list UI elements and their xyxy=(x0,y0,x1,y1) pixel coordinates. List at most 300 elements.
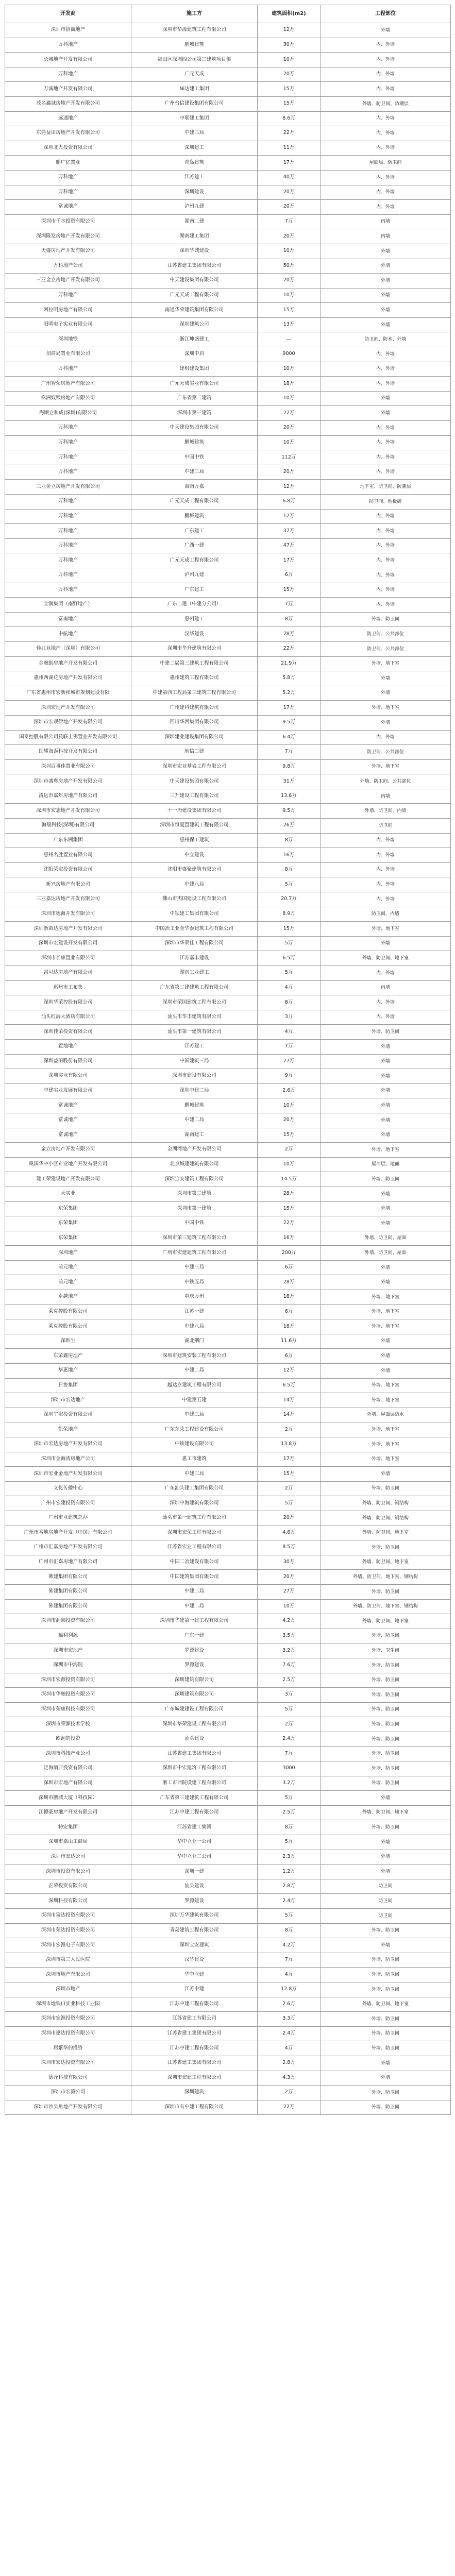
cell-contractor: 中建二局 xyxy=(131,1584,258,1599)
cell-area: 3万 xyxy=(258,1010,321,1025)
cell-contractor: 深圳市华荣佳工程有限公司 xyxy=(131,936,258,951)
cell-contractor: 广元天成 xyxy=(131,67,258,82)
cell-contractor: 广西一建 xyxy=(131,538,258,553)
table-row xyxy=(5,377,451,392)
cell-area: 28万 xyxy=(258,1275,321,1290)
cell-area: 4.6万 xyxy=(258,1526,321,1540)
cell-developer: 深圳市宏业金地产开发有限公司 xyxy=(5,1467,131,1482)
header-scope: 工程部位 xyxy=(321,5,451,23)
cell-scope: 外墙、防卫间 xyxy=(321,1702,451,1717)
cell-scope: 内、外墙 xyxy=(321,435,451,450)
cell-area: 31万 xyxy=(258,774,321,789)
table-row xyxy=(5,214,451,229)
cell-contractor: 深圳市第一建筑 xyxy=(131,1201,258,1216)
cell-developer: 江德豪房地产开发有限公司 xyxy=(5,1805,131,1820)
cell-scope: 防卫间、地板砖 xyxy=(321,495,451,510)
cell-developer: 阿拉明房地产有限公司 xyxy=(5,303,131,318)
cell-contractor: 四川华西集团有限公司 xyxy=(131,715,258,730)
cell-scope: 外墙 xyxy=(321,1039,451,1054)
cell-developer: 深圳隆发房地产开发有限公司 xyxy=(5,229,131,244)
cell-area: 15万 xyxy=(258,922,321,937)
cell-area: 4万 xyxy=(258,1968,321,1982)
cell-developer: 万科地产 xyxy=(5,362,131,377)
cell-contractor: 越达立建筑工程有限公司 xyxy=(131,1378,258,1393)
table-row xyxy=(5,1010,451,1025)
cell-area: 11.6万 xyxy=(258,1334,321,1349)
cell-contractor: 江苏中建工程有限公司 xyxy=(131,1805,258,1820)
cell-developer: 深圳地产 xyxy=(5,1246,131,1261)
cell-area: 8万 xyxy=(258,1820,321,1835)
table-row xyxy=(5,1364,451,1379)
cell-area: 8万 xyxy=(258,995,321,1010)
cell-developer: 金立房地产开发有限公司 xyxy=(5,1143,131,1158)
cell-area: 10万 xyxy=(258,435,321,450)
cell-contractor: 青岛建筑 xyxy=(131,156,258,171)
cell-developer: 深圳百事佳置业有限公司 xyxy=(5,759,131,774)
table-row xyxy=(5,1069,451,1084)
cell-scope: 外墙、防卫间 xyxy=(321,1776,451,1791)
cell-area: 5.8万 xyxy=(258,671,321,686)
cell-contractor: 中天建设集团有限公司 xyxy=(131,774,258,789)
cell-developer: 东荣鑫房地产 xyxy=(5,1349,131,1364)
cell-area: 20.7万 xyxy=(258,892,321,907)
cell-area: 20万 xyxy=(258,1570,321,1585)
cell-scope: 外墙、防卫间 xyxy=(321,2086,451,2100)
cell-area: 5万 xyxy=(258,966,321,981)
cell-contractor: 汕头市第一建筑工程有限公司 xyxy=(131,1511,258,1526)
cell-contractor: 鹏城建筑 xyxy=(131,38,258,53)
table-row xyxy=(5,1039,451,1054)
cell-scope: 外墙、地下室 xyxy=(321,1290,451,1305)
cell-area: 12万 xyxy=(258,480,321,495)
cell-contractor: 浙江坤盛建工 xyxy=(131,332,258,347)
table-row xyxy=(5,833,451,848)
cell-area: 2万 xyxy=(258,1422,321,1437)
cell-developer: 惠州西湖花房地产开发有限公司 xyxy=(5,671,131,686)
cell-area: 20万 xyxy=(258,67,321,82)
table-row xyxy=(5,1422,451,1437)
table-row xyxy=(5,2100,451,2115)
cell-contractor: 中建三局 xyxy=(131,1467,258,1482)
cell-area: 20万 xyxy=(258,200,321,215)
table-row xyxy=(5,1555,451,1570)
cell-developer: 深圳科技有限公司 xyxy=(5,1894,131,1909)
table-row xyxy=(5,701,451,716)
cell-scope: 外墙 xyxy=(321,303,451,318)
cell-developer: 深圳市金海湾房地产公司 xyxy=(5,1452,131,1467)
table-row xyxy=(5,1378,451,1393)
cell-contractor: 鹏城建筑 xyxy=(131,509,258,524)
cell-contractor: 泸州九建 xyxy=(131,568,258,583)
table-row xyxy=(5,1820,451,1835)
cell-area: 14万 xyxy=(258,1393,321,1408)
cell-contractor: 广州建科建筑有限公司 xyxy=(131,701,258,716)
cell-area: 112万 xyxy=(258,450,321,465)
cell-scope: 外墙、防卫间 xyxy=(321,1481,451,1496)
cell-scope: 外墙、地下室 xyxy=(321,701,451,716)
cell-scope: 内、外墙 xyxy=(321,465,451,480)
table-row xyxy=(5,1098,451,1113)
cell-area: 15万 xyxy=(258,583,321,598)
cell-scope: 内、外墙 xyxy=(321,347,451,362)
cell-contractor: 江苏嘉丰建设 xyxy=(131,951,258,966)
cell-scope: 外墙、防卫间 xyxy=(321,1820,451,1835)
cell-scope: 内、外墙 xyxy=(321,848,451,863)
cell-contractor: 广东二建（中建分公司） xyxy=(131,598,258,613)
table-row xyxy=(5,303,451,318)
cell-developer: 万科地产 xyxy=(5,288,131,303)
cell-contractor: 中建八局 xyxy=(131,877,258,892)
cell-area: 12万 xyxy=(258,1364,321,1379)
table-row xyxy=(5,288,451,303)
cell-developer: 文化传播中心 xyxy=(5,1481,131,1496)
cell-developer: 置地地产 xyxy=(5,1039,131,1054)
cell-area: 5万 xyxy=(258,1496,321,1511)
cell-developer: 深圳北大投资有限公司 xyxy=(5,141,131,156)
cell-scope: 内墙 xyxy=(321,214,451,229)
cell-scope: 防卫间 xyxy=(321,1894,451,1909)
cell-scope: 外墙、防卫间 xyxy=(321,1540,451,1555)
table-row xyxy=(5,759,451,774)
table-row xyxy=(5,1953,451,1968)
cell-contractor: Ni达建工集团 xyxy=(131,82,258,97)
cell-scope: 内、外墙 xyxy=(321,82,451,97)
cell-developer: 佛建集团有限公司 xyxy=(5,1599,131,1614)
table-row xyxy=(5,656,451,671)
cell-area: 20万 xyxy=(258,421,321,436)
cell-contractor: 深圳市宏建工程有限公司 xyxy=(131,2071,258,2086)
cell-scope: 外墙、地下室 xyxy=(321,1378,451,1393)
cell-scope: 外墙、防卫间、钢结构 xyxy=(321,1511,451,1526)
cell-contractor: 佛山市杰国建设工程有限公司 xyxy=(131,892,258,907)
cell-contractor: 海南万嘉 xyxy=(131,480,258,495)
cell-area: 6万 xyxy=(258,1304,321,1319)
cell-area: 10万 xyxy=(258,244,321,259)
cell-scope: 外墙 xyxy=(321,1187,451,1201)
cell-developer: 远通地产 xyxy=(5,111,131,126)
cell-developer: 深圳市长康置业有限公司 xyxy=(5,951,131,966)
cell-scope: 内、外墙 xyxy=(321,509,451,524)
table-row xyxy=(5,612,451,627)
cell-scope: 内墙 xyxy=(321,980,451,995)
cell-contractor: 汕头市华丰建筑有限公司 xyxy=(131,1010,258,1025)
cell-area: 20万 xyxy=(258,274,321,289)
cell-contractor: 华中立业一公司 xyxy=(131,1835,258,1850)
cell-scope: 外墙、防卫间 xyxy=(321,1982,451,1997)
cell-contractor: 江苏省建工集团有限公司 xyxy=(131,2026,258,2041)
cell-developer: 立润集团（南野地产） xyxy=(5,598,131,613)
cell-developer: 万诚地产开发有限公司 xyxy=(5,82,131,97)
cell-area: 10万 xyxy=(258,391,321,406)
cell-contractor: 深圳宝安建筑工程有限公司 xyxy=(131,1172,258,1187)
cell-scope: 内、外墙 xyxy=(321,185,451,200)
cell-contractor: 江苏中建工程有限公司 xyxy=(131,2041,258,2056)
table-row xyxy=(5,96,451,111)
cell-contractor: 深圳市华建第一建工程有限公司 xyxy=(131,1614,258,1629)
cell-scope: 外墙 xyxy=(321,391,451,406)
table-row xyxy=(5,641,451,656)
cell-contractor: 深圳宝安建筑 xyxy=(131,1938,258,1953)
cell-developer: 深圳生 xyxy=(5,1334,131,1349)
table-row xyxy=(5,1702,451,1717)
table-row xyxy=(5,1688,451,1703)
table-row xyxy=(5,553,451,568)
cell-developer: 深圳市地产有限公司 xyxy=(5,1968,131,1982)
cell-developer: 广州市番地房地产开发（中国）有限公司 xyxy=(5,1526,131,1540)
cell-contractor: 汕头建设 xyxy=(131,1879,258,1894)
cell-area: 26万 xyxy=(258,819,321,834)
table-row xyxy=(5,1393,451,1408)
cell-area: 7万 xyxy=(258,745,321,760)
cell-scope: 内、外墙 xyxy=(321,730,451,745)
cell-contractor: 广元天成工程有限公司 xyxy=(131,553,258,568)
table-row xyxy=(5,1938,451,1953)
cell-contractor: 江苏中建工程有限公司 xyxy=(131,1997,258,2012)
cell-contractor: 广东省第二建筑 xyxy=(131,391,258,406)
table-row xyxy=(5,1629,451,1643)
cell-area: 15万 xyxy=(258,1128,321,1143)
cell-developer: 特安集团 xyxy=(5,1820,131,1835)
cell-area: 12.8万 xyxy=(258,1982,321,1997)
cell-developer: 深圳市荣达投资有限公司 xyxy=(5,1923,131,1938)
table-row xyxy=(5,1157,451,1172)
cell-area: 30万 xyxy=(258,38,321,53)
table-row xyxy=(5,1879,451,1894)
cell-developer: 深圳市德海开发有限公司 xyxy=(5,907,131,922)
cell-scope: 外墙、地下室 xyxy=(321,1452,451,1467)
cell-area: 16万 xyxy=(258,848,321,863)
table-row xyxy=(5,495,451,510)
cell-scope: 防卫间 xyxy=(321,819,451,834)
table-row xyxy=(5,244,451,259)
cell-area: 4万 xyxy=(258,2041,321,2056)
cell-area: 10万 xyxy=(258,288,321,303)
cell-area: 4.2万 xyxy=(258,1614,321,1629)
cell-area: 6.8万 xyxy=(258,495,321,510)
cell-contractor: 广东建工 xyxy=(131,524,258,539)
cell-contractor: 北京城建建筑有限公司 xyxy=(131,1157,258,1172)
table-row xyxy=(5,332,451,347)
cell-developer: 万科地产 xyxy=(5,553,131,568)
cell-developer: 三亚金立房地产开发有限公司 xyxy=(5,274,131,289)
cell-contractor: 深圳建设 xyxy=(131,185,258,200)
cell-area: 10万 xyxy=(258,1098,321,1113)
table-row xyxy=(5,848,451,863)
cell-scope: 内、外墙 xyxy=(321,833,451,848)
cell-developer: 东荣集团 xyxy=(5,1216,131,1231)
cell-scope: 外墙 xyxy=(321,686,451,701)
cell-scope: 外墙 xyxy=(321,1216,451,1231)
table-row xyxy=(5,1717,451,1732)
cell-developer: 深圳市宏源电子有限公司 xyxy=(5,1938,131,1953)
table-row xyxy=(5,804,451,819)
cell-scope: 外墙 xyxy=(321,671,451,686)
cell-area: 40万 xyxy=(258,170,321,185)
cell-area: 5万 xyxy=(258,936,321,951)
cell-area: 27万 xyxy=(258,1584,321,1599)
cell-area: 22万 xyxy=(258,2100,321,2115)
cell-contractor: 建机建设集团 xyxy=(131,362,258,377)
table-row xyxy=(5,1025,451,1040)
cell-area: 9.8万 xyxy=(258,759,321,774)
cell-scope: 外墙、防卫间 xyxy=(321,1761,451,1776)
cell-scope: 内、外墙 xyxy=(321,966,451,981)
cell-scope: 内、外墙 xyxy=(321,1010,451,1025)
cell-area: 6万 xyxy=(258,568,321,583)
table-row xyxy=(5,1319,451,1334)
cell-scope: 防卫间、内墙 xyxy=(321,907,451,922)
cell-contractor: 深圳市建筑安装工程有限公司 xyxy=(131,1349,258,1364)
cell-developer: 深圳宇宏投资有限公司 xyxy=(5,1408,131,1422)
cell-developer: 鹏广亿置业 xyxy=(5,156,131,171)
cell-area: 8.6万 xyxy=(258,111,321,126)
cell-developer: 天实业 xyxy=(5,1187,131,1201)
table-row xyxy=(5,1673,451,1688)
cell-scope: 外墙 xyxy=(321,244,451,259)
cell-area: 22万 xyxy=(258,126,321,141)
cell-developer: 深圳市千水投资有限公司 xyxy=(5,214,131,229)
cell-contractor: 深圳市宏业基岩工程有限公司 xyxy=(131,759,258,774)
cell-developer: 万科地产 xyxy=(5,583,131,598)
cell-developer: 天盛房地产开发有限公司 xyxy=(5,244,131,259)
cell-contractor: 江苏省建工集团有限公司 xyxy=(131,2056,258,2071)
table-row xyxy=(5,524,451,539)
cell-contractor: 湖南二建 xyxy=(131,214,258,229)
cell-area: 17万 xyxy=(258,701,321,716)
cell-area: 20万 xyxy=(258,1511,321,1526)
cell-contractor: 重庆万州 xyxy=(131,1290,258,1305)
cell-area: 50万 xyxy=(258,259,321,274)
cell-scope: 外墙、地下室 xyxy=(321,656,451,671)
cell-scope: 外墙 xyxy=(321,317,451,332)
table-row xyxy=(5,1172,451,1187)
cell-developer: 深圳市宏达公司 xyxy=(5,1850,131,1865)
cell-developer: 沈阳荣宏投资有限公司 xyxy=(5,862,131,877)
cell-contractor: 南通华荣建筑集团有限公司 xyxy=(131,303,258,318)
cell-area: 7.6万 xyxy=(258,1658,321,1673)
cell-developer: 长城地产开发有限公司 xyxy=(5,53,131,67)
cell-contractor: 广东省第三建建筑工程有限公司 xyxy=(131,1791,258,1806)
cell-area: 9.5万 xyxy=(258,715,321,730)
cell-developer: 万科地产公司 xyxy=(5,259,131,274)
cell-area: 3.5万 xyxy=(258,1629,321,1643)
table-row xyxy=(5,1923,451,1938)
cell-developer: 深圳市华融投资有限公司 xyxy=(5,1688,131,1703)
cell-area: 2.3万 xyxy=(258,1850,321,1865)
cell-developer: 万科地产 xyxy=(5,38,131,53)
table-row xyxy=(5,951,451,966)
cell-scope: 外墙、防卫间、内墙 xyxy=(321,804,451,819)
cell-contractor: 江苏中建 xyxy=(131,1982,258,1997)
cell-scope: 外墙、防卫间、地下室 xyxy=(321,1614,451,1629)
cell-area: 22万 xyxy=(258,1216,321,1231)
table-row xyxy=(5,38,451,53)
cell-developer: 深圳市宏达投资有限公司 xyxy=(5,2056,131,2071)
cell-developer: 深圳市宏地产有限公司 xyxy=(5,1776,131,1791)
cell-contractor: 中建三局 xyxy=(131,126,258,141)
cell-scope: 内、外墙 xyxy=(321,995,451,1010)
cell-area: 15万 xyxy=(258,96,321,111)
cell-scope: 外墙、防卫间、地下室 xyxy=(321,951,451,966)
cell-developer: 广东省惠州市宏新和城市规划建设有限 xyxy=(5,686,131,701)
cell-area: 20万 xyxy=(258,1113,321,1128)
cell-area: 7万 xyxy=(258,214,321,229)
cell-area: 8万 xyxy=(258,1923,321,1938)
table-row xyxy=(5,1054,451,1069)
cell-area: 6万 xyxy=(258,1260,321,1275)
cell-contractor: 江苏省建工集团 xyxy=(131,1820,258,1835)
cell-contractor: 深圳建业建设集团有限公司 xyxy=(131,730,258,745)
cell-contractor: 江苏建工 xyxy=(131,170,258,185)
cell-contractor: 中国中铁 xyxy=(131,450,258,465)
cell-developer: 佛建集团有限公司 xyxy=(5,1584,131,1599)
cell-developer: 国耀海泰科技开发有限公司 xyxy=(5,745,131,760)
table-row xyxy=(5,1968,451,1982)
table-row xyxy=(5,200,451,215)
cell-scope: 外墙、防卫间 xyxy=(321,2041,451,2056)
cell-scope: 外墙、地下室 xyxy=(321,1143,451,1158)
cell-area: 5万 xyxy=(258,1909,321,1924)
cell-scope: 外墙、防卫间 xyxy=(321,1717,451,1732)
cell-developer: 深圳市荣源技术学校 xyxy=(5,1717,131,1732)
table-row xyxy=(5,1496,451,1511)
cell-contractor: 广东汕头建工集团有限公司 xyxy=(131,1481,258,1496)
cell-area: 30万 xyxy=(258,1555,321,1570)
table-row xyxy=(5,53,451,67)
cell-area: 17万 xyxy=(258,156,321,171)
cell-area: 20万 xyxy=(258,465,321,480)
table-row xyxy=(5,1835,451,1850)
cell-area: 10万 xyxy=(258,1599,321,1614)
cell-scope: 外墙 xyxy=(321,1334,451,1349)
cell-contractor: 广东省第二建建筑工程有限公司 xyxy=(131,980,258,995)
table-row xyxy=(5,1511,451,1526)
cell-area: 3000 xyxy=(258,1761,321,1776)
cell-contractor: 三升建设工程有限公司 xyxy=(131,789,258,804)
cell-contractor: 深圳建筑有限公司 xyxy=(131,1688,258,1703)
cell-developer: 深圳市宏观伊地产开发有限公司 xyxy=(5,715,131,730)
cell-area: 16万 xyxy=(258,1231,321,1246)
cell-contractor: 深圳市华升建筑有限公司 xyxy=(131,641,258,656)
cell-developer: 广东东洲集团 xyxy=(5,833,131,848)
table-row xyxy=(5,2012,451,2027)
cell-scope: 外墙 xyxy=(321,1865,451,1879)
cell-contractor: 地信二建 xyxy=(131,745,258,760)
table-row xyxy=(5,1334,451,1349)
table-row xyxy=(5,480,451,495)
cell-developer: 中建实业发展有限公司 xyxy=(5,1083,131,1098)
cell-scope: 外墙、防卫间、公共部位 xyxy=(321,774,451,789)
table-row xyxy=(5,1747,451,1761)
cell-contractor: 中建三局 xyxy=(131,1260,258,1275)
cell-scope: 内、外墙 xyxy=(321,170,451,185)
cell-developer: 万科地产 xyxy=(5,450,131,465)
cell-area: 200万 xyxy=(258,1246,321,1261)
cell-scope: 外墙、防卫间 xyxy=(321,1688,451,1703)
cell-contractor: 广州市宏建建筑工程有限公司 xyxy=(131,1246,258,1261)
cell-area: 2.4万 xyxy=(258,1732,321,1747)
cell-contractor: 中铁五局 xyxy=(131,1275,258,1290)
cell-contractor: 中建第四工程局第三建筑工程有限公司 xyxy=(131,686,258,701)
cell-contractor: 金湖湾地产开发有限公司 xyxy=(131,1143,258,1158)
cell-scope: 内墙 xyxy=(321,229,451,244)
table-row xyxy=(5,1143,451,1158)
cell-area: 7万 xyxy=(258,1747,321,1761)
cell-scope: 外墙、防卫间 xyxy=(321,1658,451,1673)
cell-developer: 广州市宏建投资有限公司 xyxy=(5,1496,131,1511)
cell-developer: 深圳市宏源投资有限公司 xyxy=(5,2012,131,2027)
table-row xyxy=(5,1481,451,1496)
